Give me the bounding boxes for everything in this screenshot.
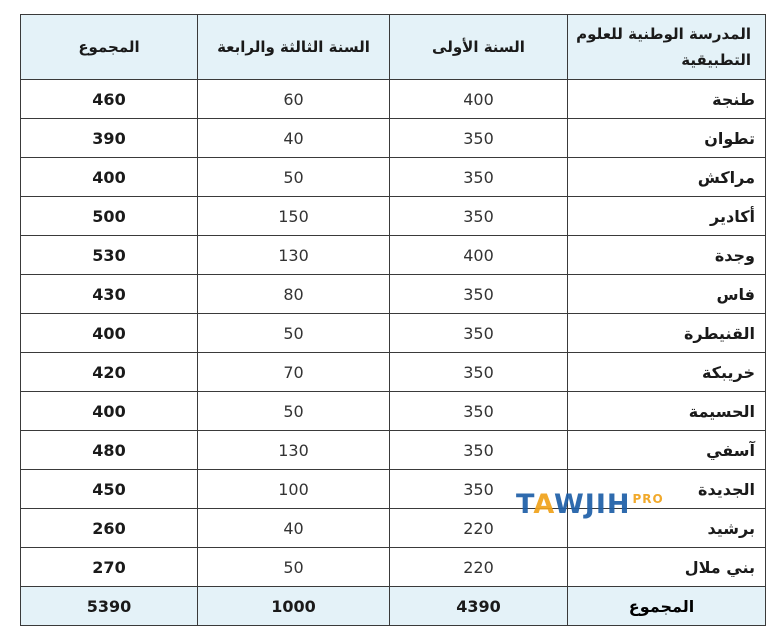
city-cell: الحسيمة [568, 392, 766, 431]
year1-cell: 400 [390, 236, 568, 275]
year34-cell: 130 [198, 431, 390, 470]
year34-cell: 70 [198, 353, 390, 392]
year1-cell: 350 [390, 314, 568, 353]
header-row [21, 15, 766, 80]
year1-cell: 350 [390, 431, 568, 470]
year1-cell: 220 [390, 509, 568, 548]
total-cell: 480 [21, 431, 198, 470]
year34-cell: 50 [198, 314, 390, 353]
footer-year1: 4390 [390, 587, 568, 626]
city-cell: بني ملال [568, 548, 766, 587]
year34-cell: 150 [198, 197, 390, 236]
total-cell: 270 [21, 548, 198, 587]
year1-cell: 350 [390, 392, 568, 431]
city-cell: مراكش [568, 158, 766, 197]
total-cell: 400 [21, 314, 198, 353]
places-table [20, 14, 766, 626]
year34-cell: 40 [198, 509, 390, 548]
watermark-a: A [533, 489, 555, 520]
table-row [21, 353, 766, 392]
header-year34: السنة الثالثة والرابعة [198, 15, 390, 80]
year1-cell: 350 [390, 353, 568, 392]
year1-cell: 400 [390, 80, 568, 119]
year34-cell: 50 [198, 548, 390, 587]
table-row [21, 119, 766, 158]
total-cell: 500 [21, 197, 198, 236]
table-row [21, 431, 766, 470]
total-cell: 430 [21, 275, 198, 314]
table-row [21, 197, 766, 236]
table-row [21, 158, 766, 197]
total-cell: 400 [21, 392, 198, 431]
city-cell: وجدة [568, 236, 766, 275]
year1-cell: 350 [390, 470, 568, 509]
total-cell: 420 [21, 353, 198, 392]
table-row [21, 80, 766, 119]
city-cell: طنجة [568, 80, 766, 119]
city-cell: الجديدة [568, 470, 766, 509]
year34-cell: 50 [198, 392, 390, 431]
city-cell: خريبكة [568, 353, 766, 392]
year34-cell: 60 [198, 80, 390, 119]
year34-cell: 80 [198, 275, 390, 314]
header-total: المجموع [21, 15, 198, 80]
year34-cell: 130 [198, 236, 390, 275]
header-school: المدرسة الوطنية للعلوم التطبيقية [568, 15, 766, 80]
table-row [21, 275, 766, 314]
watermark-logo [516, 489, 664, 520]
city-cell: القنيطرة [568, 314, 766, 353]
footer-year34: 1000 [198, 587, 390, 626]
table-row [21, 392, 766, 431]
footer-label: المجموع [568, 587, 766, 626]
footer-total: 5390 [21, 587, 198, 626]
total-cell: 450 [21, 470, 198, 509]
total-cell: 460 [21, 80, 198, 119]
city-cell: فاس [568, 275, 766, 314]
total-cell: 400 [21, 158, 198, 197]
footer-row [21, 587, 766, 626]
year34-cell: 50 [198, 158, 390, 197]
year34-cell: 40 [198, 119, 390, 158]
year1-cell: 350 [390, 197, 568, 236]
table-row [21, 236, 766, 275]
total-cell: 260 [21, 509, 198, 548]
year1-cell: 350 [390, 158, 568, 197]
watermark-t: T [516, 489, 534, 520]
year1-cell: 220 [390, 548, 568, 587]
city-cell: برشيد [568, 509, 766, 548]
total-cell: 530 [21, 236, 198, 275]
city-cell: آسفي [568, 431, 766, 470]
table-row [21, 548, 766, 587]
table-row [21, 314, 766, 353]
header-year1: السنة الأولى [390, 15, 568, 80]
watermark-pro: PRO [632, 492, 664, 506]
year1-cell: 350 [390, 275, 568, 314]
city-cell: تطوان [568, 119, 766, 158]
watermark-wjih: WJIH [554, 489, 631, 520]
year34-cell: 100 [198, 470, 390, 509]
city-cell: أكادير [568, 197, 766, 236]
year1-cell: 350 [390, 119, 568, 158]
total-cell: 390 [21, 119, 198, 158]
table-wrapper [20, 14, 765, 626]
